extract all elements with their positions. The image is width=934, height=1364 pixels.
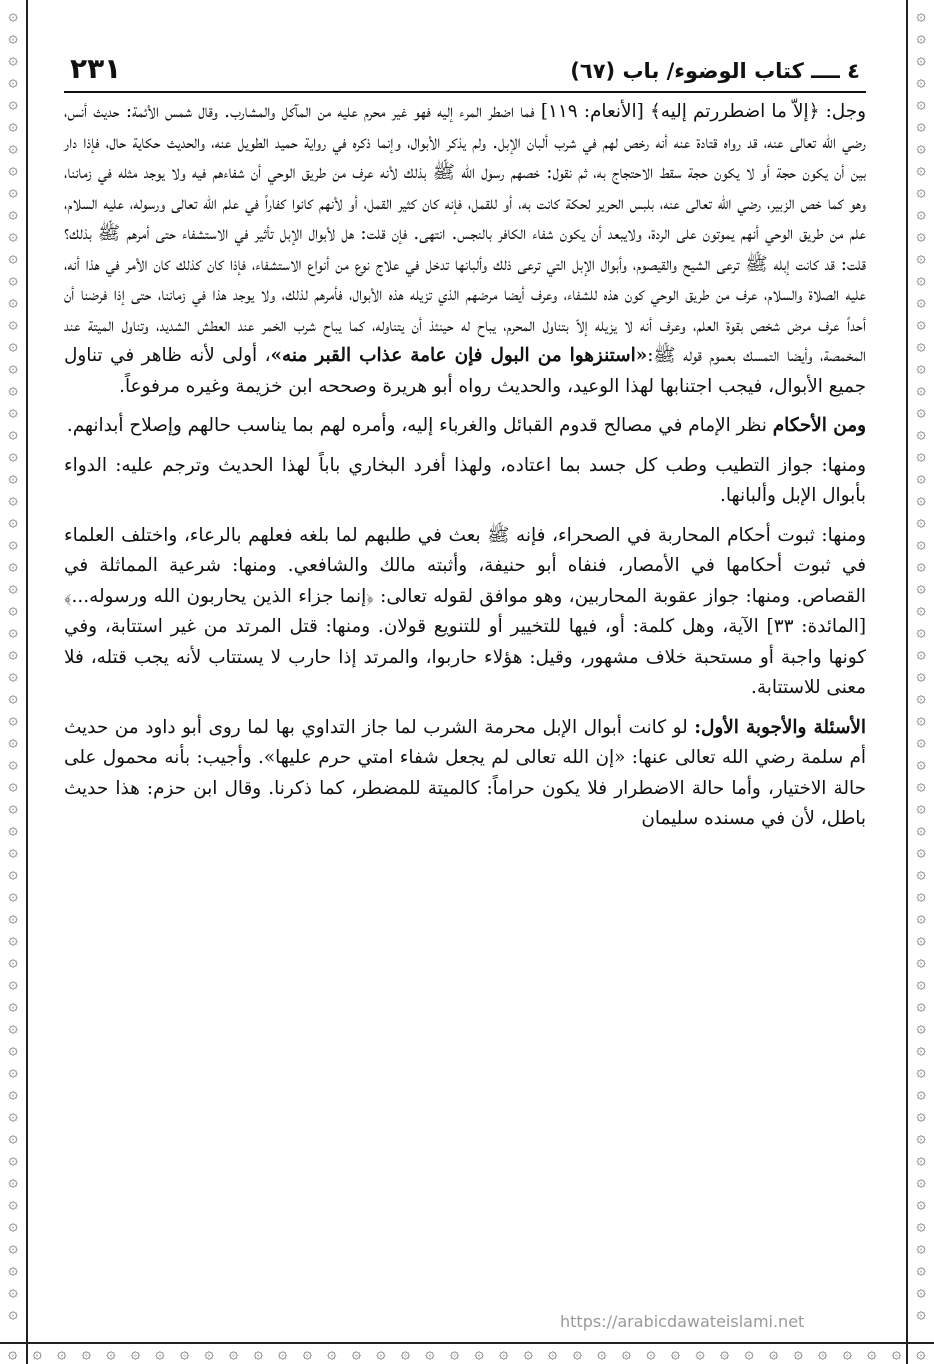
- border-ornament-icon: ۞: [8, 269, 18, 288]
- border-ornament-icon: ۞: [523, 1343, 533, 1362]
- border-ornament-icon: ۞: [400, 1343, 411, 1362]
- border-ornament-icon: ۞: [8, 357, 18, 376]
- border-ornament-icon: ۞: [8, 203, 18, 222]
- border-ornament-icon: ۞: [621, 1343, 632, 1362]
- border-ornament-icon: ۞: [8, 401, 18, 420]
- border-ornament-icon: ۞: [916, 775, 926, 794]
- border-ornament-icon: ۞: [916, 709, 926, 728]
- border-ornament-icon: ۞: [572, 1343, 582, 1362]
- border-ornament-icon: ۞: [916, 951, 926, 970]
- border-ornament-icon: ۞: [916, 335, 926, 354]
- border-ornament-icon: ۞: [8, 863, 18, 882]
- page-number: ٢٣١: [70, 52, 122, 85]
- border-ornament-icon: ۞: [8, 1171, 18, 1190]
- running-title: ٤ ــــ كتاب الوضوء/ باب (٦٧): [570, 59, 860, 83]
- border-ornament-icon: ۞: [8, 885, 18, 904]
- border-ornament-icon: ۞: [8, 379, 18, 398]
- border-ornament-icon: ۞: [8, 951, 18, 970]
- body-text: [64, 97, 866, 835]
- border-ornament-icon: ۞: [155, 1343, 165, 1362]
- border-ornament-icon: ۞: [916, 137, 926, 156]
- border-ornament-icon: ۞: [916, 269, 926, 288]
- border-ornament-icon: ۞: [916, 1259, 926, 1278]
- border-ornament-icon: ۞: [916, 907, 926, 926]
- border-ornament-icon: ۞: [916, 203, 926, 222]
- border-ornament-icon: ۞: [916, 533, 926, 552]
- border-ornament-icon: ۞: [8, 49, 18, 68]
- border-ornament-icon: ۞: [916, 445, 926, 464]
- border-ornament-icon: ۞: [8, 555, 18, 574]
- border-ornament-icon: ۞: [8, 665, 18, 684]
- border-ornament-icon: ۞: [916, 973, 926, 992]
- border-ornament-icon: ۞: [818, 1343, 828, 1362]
- border-ornament-icon: ۞: [597, 1343, 607, 1362]
- paragraph-commentary: [64, 97, 866, 402]
- border-ornament-icon: ۞: [8, 181, 18, 200]
- book-page: [64, 52, 866, 1324]
- border-ornament-icon: ۞: [8, 1193, 18, 1212]
- border-ornament-icon: ۞: [8, 731, 18, 750]
- border-ornament-icon: ۞: [916, 1017, 926, 1036]
- border-ornament-icon: ۞: [916, 1039, 926, 1058]
- border-ornament-icon: ۞: [768, 1343, 779, 1362]
- border-ornament-icon: ۞: [81, 1343, 92, 1362]
- border-ornament-icon: ۞: [8, 511, 18, 530]
- border-ornament-icon: ۞: [327, 1343, 337, 1362]
- border-ornament-icon: ۞: [916, 555, 926, 574]
- border-ornament-icon: ۞: [916, 841, 926, 860]
- border-ornament-icon: ۞: [8, 5, 18, 24]
- border-ornament-icon: ۞: [916, 1281, 926, 1300]
- border-ornament-icon: ۞: [8, 1127, 18, 1146]
- border-ornament-icon: ۞: [8, 1215, 18, 1234]
- border-ornament-icon: ۞: [8, 643, 18, 662]
- border-ornament-icon: ۞: [8, 577, 18, 596]
- border-ornament-icon: ۞: [916, 1215, 926, 1234]
- border-ornament-icon: ۞: [8, 313, 18, 332]
- bottom-border-ornament: [0, 1342, 934, 1364]
- questions-text: لو كانت أبوال الإبل محرمة الشرب لما جاز التداوي بها لما روى أبو داود من حديث أم سلمة رضي الله تعالى عنها: «إن الله تعالى لم يجعل شفاء امتي حرم عليها». وأجيب: بأنه محمول على حالة الاختيار، وأما حالة الاضطرار فلا يكون حراماً: كالميتة للمضطر، كما ذكرنا. وقال ابن حزم: هذا حديث باطل، لأن في مسنده سليمان: [64, 716, 866, 829]
- border-ornament-icon: ۞: [8, 1149, 18, 1168]
- border-ornament-icon: ۞: [916, 1343, 926, 1362]
- border-ornament-icon: ۞: [8, 841, 18, 860]
- border-ornament-icon: ۞: [8, 533, 18, 552]
- border-ornament-icon: ۞: [8, 1259, 18, 1278]
- border-ornament-icon: ۞: [8, 973, 18, 992]
- border-ornament-icon: ۞: [8, 137, 18, 156]
- border-ornament-icon: ۞: [351, 1343, 362, 1362]
- warfare-text: ومنها: ثبوت أحكام المحاربة في الصحراء، فإنه ﷺ بعث في طلبهم لما بلغه فعلهم بالرعاء، واختلف العلماء في ثبوت أحكامها في الأمصار، فنفاه أبو حنيفة، وأثبته مالك والشافعي. ومنها: شرعية المماثلة في القصاص. ومنها: جواز عقوبة المحاربين، وهو موافق لقوله تعالى: ﴿إنما جزاء الذين يحاربون الله ورسوله...﴾ [المائدة: ٣٣] الآية، وهل كلمة: أو، فيها للتخيير أو للتنويع قولان. ومنها: قتل المرتد من غير استتابة، وفي كونها واجبة أو مستحبة خلاف مشهور، وقيل: هؤلاء حاربوا، والمرتد إذا حارب لا يستتاب لأنه يجب قتله، فلا معنى للاستتابة.: [64, 524, 866, 698]
- border-ornament-icon: ۞: [8, 71, 18, 90]
- border-ornament-icon: ۞: [8, 335, 18, 354]
- right-border-ornament: [906, 0, 934, 1364]
- border-ornament-icon: ۞: [32, 1343, 42, 1362]
- left-border-ornament: [0, 0, 28, 1364]
- border-ornament-icon: ۞: [916, 643, 926, 662]
- border-ornament-icon: ۞: [916, 819, 926, 838]
- border-ornament-icon: ۞: [8, 1083, 18, 1102]
- border-ornament-icon: ۞: [8, 621, 18, 640]
- section-lead-questions: الأسئلة والأجوبة الأول:: [694, 716, 866, 738]
- border-ornament-icon: ۞: [425, 1343, 435, 1362]
- border-ornament-icon: ۞: [302, 1343, 312, 1362]
- border-ornament-icon: ۞: [916, 599, 926, 618]
- border-ornament-icon: ۞: [8, 1061, 18, 1080]
- border-ornament-icon: ۞: [916, 27, 926, 46]
- border-ornament-icon: ۞: [916, 577, 926, 596]
- border-ornament-icon: ۞: [8, 775, 18, 794]
- border-ornament-icon: ۞: [57, 1343, 67, 1362]
- border-ornament-icon: ۞: [916, 1171, 926, 1190]
- border-ornament-icon: ۞: [8, 1303, 18, 1322]
- border-ornament-icon: ۞: [916, 71, 926, 90]
- border-ornament-icon: ۞: [916, 489, 926, 508]
- border-ornament-icon: ۞: [916, 1193, 926, 1212]
- commentary-text: وجل: ﴿إلاّ ما اضطررتم إليه﴾ [الأنعام: ١١٩] فما اضطر المرء إليه فهو غير محرم عليه من المآكل والمشارب. وقال شمس الأئمة: حديث أنس، رضي الله تعالى عنه، قد رواه قتادة عنه أنه رخص لهم في شرب ألبان الإبل. ولم يذكر الأبوال، وإنما ذكره في رواية حميد الطويل عنه، والحديث حكاية حال، فإذا دار بين أن يكون حجة أو لا يكون حجة سقط الاحتجاج به، ثم نقول: خصهم رسول الله ﷺ بذلك لأنه عرف من طريق الوحي أن شفاءهم فيه ولا يوجد مثله في زماننا، وهو كما خص الزبير، رضي الله تعالى عنه، بلبس الحرير لحكة كانت به، أو للقمل، فإنه كان كثير القمل، أو لأنهم كانوا كفاراً في علم الله تعالى ورسوله، عليه السلام، علم من طريق الوحي أنهم يموتون على الردة، ولايبعد أن يكون شفاء الكافر بالنجس. انتهى. فإن قلت: هل لأبوال الإبل تأثير في الاستشفاء حتى أمرهم ﷺ بذلك؟ قلت: قد كانت إبله ﷺ ترعى الشيح والقيصوم، وأبوال الإبل التي ترعى ذلك وألبانها تدخل في علاج نوع من أنواع الاستشفاء، فإذا كان كذلك كان الأمر في هذا أنه، عليه الصلاة والسلام، عرف من طريق الوحي كون هذه للشفاء، وعرف أيضا مرضهم الذي تزيله هذه الأبوال، فأمرهم لذلك، ولا يوجد هذا في زماننا، حتى إذا فرضنا أن أحداً عرف مرض شخص بقوة العلم، وعرف أنه لا يزيله إلاّ بتناول المحرم، يباح له حينئذ أن يتناوله، كما يباح شرب الخمر عند العطش الشديد، وتناول الميتة عند المخمصة، وأيضا التمسك بعموم قوله ﷺ:: [64, 101, 866, 366]
- border-ornament-icon: ۞: [376, 1343, 386, 1362]
- border-ornament-icon: ۞: [916, 357, 926, 376]
- border-ornament-icon: ۞: [8, 1105, 18, 1124]
- border-ornament-icon: ۞: [916, 797, 926, 816]
- border-ornament-icon: ۞: [8, 93, 18, 112]
- border-ornament-icon: ۞: [916, 5, 926, 24]
- border-ornament-icon: ۞: [916, 225, 926, 244]
- border-ornament-icon: ۞: [916, 93, 926, 112]
- border-ornament-icon: ۞: [8, 1343, 18, 1362]
- border-ornament-icon: ۞: [916, 291, 926, 310]
- border-ornament-icon: ۞: [204, 1343, 214, 1362]
- border-ornament-icon: ۞: [916, 401, 926, 420]
- paragraph-questions: [64, 713, 866, 835]
- border-ornament-icon: ۞: [8, 753, 18, 772]
- border-ornament-icon: ۞: [8, 599, 18, 618]
- border-ornament-icon: ۞: [474, 1343, 484, 1362]
- border-ornament-icon: ۞: [278, 1343, 288, 1362]
- border-ornament-icon: ۞: [916, 379, 926, 398]
- border-ornament-icon: ۞: [916, 885, 926, 904]
- border-ornament-icon: ۞: [695, 1343, 705, 1362]
- border-ornament-icon: ۞: [8, 907, 18, 926]
- medicine-text: ومنها: جواز التطيب وطب كل جسد بما اعتاده، ولهذا أفرد البخاري باباً لهذا الحديث وترجم عليه: الدواء بأبوال الإبل وألبانها.: [64, 454, 866, 506]
- border-ornament-icon: ۞: [498, 1343, 509, 1362]
- border-ornament-icon: ۞: [449, 1343, 460, 1362]
- border-ornament-icon: ۞: [179, 1343, 190, 1362]
- border-ornament-icon: ۞: [916, 247, 926, 266]
- border-ornament-icon: ۞: [228, 1343, 239, 1362]
- border-ornament-icon: ۞: [916, 115, 926, 134]
- paragraph-warfare: [64, 521, 866, 704]
- border-ornament-icon: ۞: [916, 995, 926, 1014]
- border-ornament-icon: ۞: [916, 1237, 926, 1256]
- border-ornament-icon: ۞: [916, 49, 926, 68]
- border-ornament-icon: ۞: [916, 423, 926, 442]
- border-ornament-icon: ۞: [8, 445, 18, 464]
- border-ornament-icon: ۞: [916, 1149, 926, 1168]
- border-ornament-icon: ۞: [8, 423, 18, 442]
- border-ornament-icon: ۞: [916, 687, 926, 706]
- border-ornament-icon: ۞: [8, 995, 18, 1014]
- section-lead-rulings: ومن الأحكام: [772, 415, 866, 436]
- border-ornament-icon: ۞: [719, 1343, 730, 1362]
- border-ornament-icon: ۞: [548, 1343, 558, 1362]
- border-ornament-icon: ۞: [646, 1343, 656, 1362]
- border-ornament-icon: ۞: [891, 1343, 902, 1362]
- border-ornament-icon: ۞: [744, 1343, 754, 1362]
- border-ornament-icon: ۞: [916, 621, 926, 640]
- border-ornament-icon: ۞: [8, 1237, 18, 1256]
- rulings-text: نظر الإمام في مصالح قدوم القبائل والغرباء إليه، وأمره لهم بما يناسب حالهم وإصلاح أبدانهم.: [66, 415, 773, 436]
- border-ornament-icon: ۞: [8, 1017, 18, 1036]
- border-ornament-icon: ۞: [793, 1343, 803, 1362]
- border-ornament-icon: ۞: [916, 1061, 926, 1080]
- border-ornament-icon: ۞: [8, 27, 18, 46]
- border-ornament-icon: ۞: [8, 291, 18, 310]
- border-ornament-icon: ۞: [916, 181, 926, 200]
- hadith-quote: «استنزهوا من البول فإن عامة عذاب القبر منه»: [270, 345, 648, 366]
- border-ornament-icon: ۞: [916, 753, 926, 772]
- border-ornament-icon: ۞: [8, 1039, 18, 1058]
- border-ornament-icon: ۞: [8, 467, 18, 486]
- border-ornament-icon: ۞: [8, 115, 18, 134]
- border-ornament-icon: ۞: [8, 1281, 18, 1300]
- border-ornament-icon: ۞: [916, 511, 926, 530]
- border-ornament-icon: ۞: [916, 665, 926, 684]
- paragraph-rulings: [64, 411, 866, 442]
- border-ornament-icon: ۞: [8, 929, 18, 948]
- border-ornament-icon: ۞: [8, 247, 18, 266]
- border-ornament-icon: ۞: [916, 1303, 926, 1322]
- border-ornament-icon: ۞: [8, 819, 18, 838]
- border-ornament-icon: ۞: [916, 159, 926, 178]
- border-ornament-icon: ۞: [916, 1105, 926, 1124]
- border-ornament-icon: ۞: [8, 797, 18, 816]
- border-ornament-icon: ۞: [916, 929, 926, 948]
- website-watermark: https://arabicdawateislami.net: [560, 1312, 805, 1331]
- border-ornament-icon: ۞: [916, 863, 926, 882]
- border-ornament-icon: ۞: [916, 467, 926, 486]
- border-ornament-icon: ۞: [842, 1343, 852, 1362]
- border-ornament-icon: ۞: [8, 489, 18, 508]
- border-ornament-icon: ۞: [253, 1343, 263, 1362]
- border-ornament-icon: ۞: [916, 313, 926, 332]
- border-ornament-icon: ۞: [130, 1343, 141, 1362]
- border-ornament-icon: ۞: [8, 225, 18, 244]
- border-ornament-icon: ۞: [867, 1343, 877, 1362]
- border-ornament-icon: ۞: [916, 1127, 926, 1146]
- paragraph-medicine: [64, 451, 866, 512]
- border-ornament-icon: ۞: [8, 687, 18, 706]
- border-ornament-icon: ۞: [916, 731, 926, 750]
- border-ornament-icon: ۞: [916, 1083, 926, 1102]
- border-ornament-icon: ۞: [670, 1343, 681, 1362]
- commentary-conclusion: ، أولى لأنه ظاهر في تناول جميع الأبوال، فيجب اجتنابها لهذا الوعيد، والحديث رواه أبو هريرة وصححه ابن خزيمة وغيره مرفوعاً.: [64, 345, 866, 397]
- border-ornament-icon: ۞: [8, 159, 18, 178]
- border-ornament-icon: ۞: [8, 709, 18, 728]
- page-header: [64, 52, 866, 93]
- border-ornament-icon: ۞: [106, 1343, 116, 1362]
